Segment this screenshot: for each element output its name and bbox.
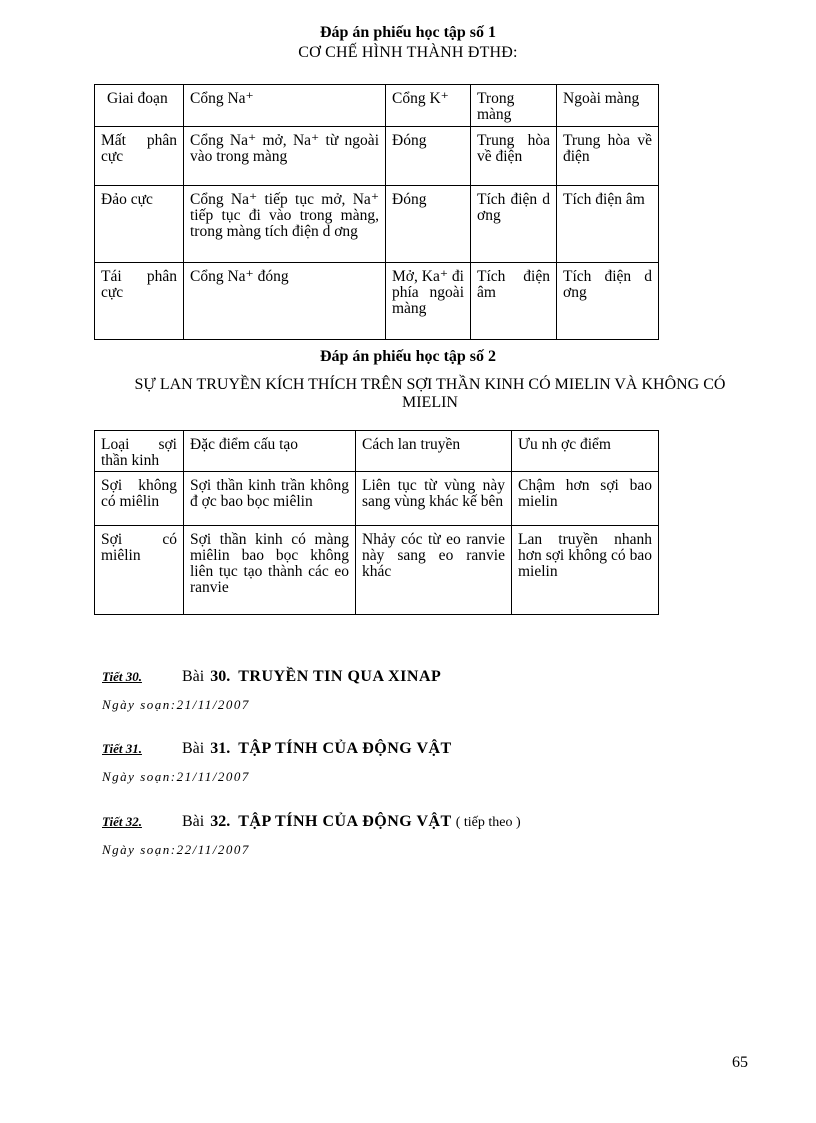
table-row [95, 431, 659, 472]
table-cell: Đóng [386, 186, 471, 263]
header-cell: Đặc điểm cấu tạo [184, 431, 356, 472]
lesson-date: Ngày soạn:21/11/2007 [102, 697, 250, 712]
answer-sheet-2-subtitle: SỰ LAN TRUYỀN KÍCH THÍCH TRÊN SỢI THẦN KINH CÓ MIELIN VÀ KHÔNG CÓ MIELIN [134, 376, 726, 411]
header-cell: Trong màng [471, 85, 557, 127]
table-cell: Tích điện âm [471, 263, 557, 340]
header-cell: Ngoài màng [557, 85, 659, 127]
table-cell: Tái phân cực [95, 263, 184, 340]
lesson-heading [102, 813, 521, 831]
table-cell: Trung hòa về điện [471, 127, 557, 186]
lesson-date: Ngày soạn:22/11/2007 [102, 842, 250, 857]
lesson-title: TRUYỀN TIN QUA XINAP [238, 668, 442, 685]
table-cell: Sợi không có miêlin [95, 472, 184, 526]
lesson-date: Ngày soạn:21/11/2007 [102, 769, 250, 784]
header-cell: Giai đoạn [95, 85, 184, 127]
lesson-heading [102, 740, 452, 758]
lesson-heading [102, 668, 441, 686]
header-cell: Ưu nh ợc điểm [512, 431, 659, 472]
table-cell: Nhảy cóc từ eo ranvie này sang eo ranvie khác [356, 526, 512, 615]
lesson-number: 30. [210, 668, 231, 685]
table-cell: Đóng [386, 127, 471, 186]
header-cell: Cách lan truyền [356, 431, 512, 472]
lesson-note: ( tiếp theo ) [455, 815, 521, 830]
answer-sheet-1-title: Đáp án phiếu học tập số 1 [319, 24, 497, 41]
table-cell: Sợi thần kinh trần không đ ợc bao bọc miêlin [184, 472, 356, 526]
table-cell: Cổng Na⁺ tiếp tục mở, Na⁺ tiếp tục đi vào trong màng, trong màng tích điện d ơng [184, 186, 386, 263]
lesson-title: TẬP TÍNH CỦA ĐỘNG VẬT [238, 813, 452, 830]
table-row [95, 186, 659, 263]
table-row [95, 472, 659, 526]
page-number: 65 [732, 1054, 748, 1071]
lesson-period: Tiết 32. [102, 814, 142, 829]
table-cell: Liên tục từ vùng này sang vùng khác kế bên [356, 472, 512, 526]
lesson-period: Tiết 31. [102, 741, 142, 756]
table-cell: Mở, Ka⁺ đi phía ngoài màng [386, 263, 471, 340]
header-cell: Loại sợi thần kinh [95, 431, 184, 472]
table-cell: Tích điện d ơng [557, 263, 659, 340]
table-cell: Cổng Na⁺ mở, Na⁺ từ ngoài vào trong màng [184, 127, 386, 186]
table-row [95, 526, 659, 615]
table-cell: Mất phân cực [95, 127, 184, 186]
table-cell: Lan truyền nhanh hơn sợi không có bao mielin [512, 526, 659, 615]
table-row [95, 127, 659, 186]
header-cell: Cổng Na⁺ [184, 85, 386, 127]
lesson-title: TẬP TÍNH CỦA ĐỘNG VẬT [238, 740, 452, 757]
action-potential-table [94, 84, 659, 340]
table-cell: Tích điện d ơng [471, 186, 557, 263]
answer-sheet-2-title: Đáp án phiếu học tập số 2 [319, 348, 497, 365]
table-cell: Đảo cực [95, 186, 184, 263]
table-cell: Sợi có miêlin [95, 526, 184, 615]
lesson-number: 31. [210, 740, 231, 757]
answer-sheet-1-subtitle: CƠ CHẾ HÌNH THÀNH ĐTHĐ: [298, 44, 518, 61]
table-cell: Chậm hơn sợi bao mielin [512, 472, 659, 526]
lesson-label: Bài [182, 740, 205, 757]
lesson-label: Bài [182, 813, 205, 830]
lesson-period: Tiết 30. [102, 669, 142, 684]
lesson-number: 32. [210, 813, 231, 830]
table-row [95, 85, 659, 127]
table-cell: Trung hòa về điện [557, 127, 659, 186]
table-row [95, 263, 659, 340]
nerve-conduction-table [94, 430, 659, 615]
header-cell: Cổng K⁺ [386, 85, 471, 127]
table-cell: Tích điện âm [557, 186, 659, 263]
table-cell: Sợi thần kinh có màng miêlin bao bọc không liên tục tạo thành các eo ranvie [184, 526, 356, 615]
table-cell: Cổng Na⁺ đóng [184, 263, 386, 340]
lesson-label: Bài [182, 668, 205, 685]
